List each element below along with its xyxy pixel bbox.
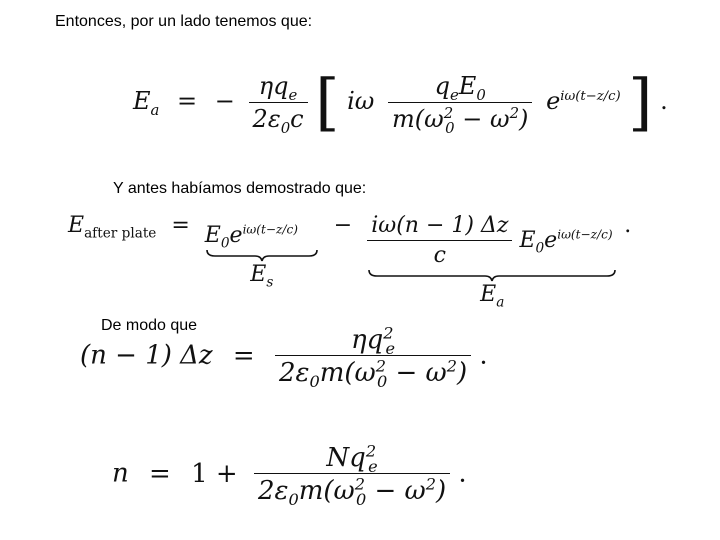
ea-minus: − — [214, 87, 235, 115]
n-fraction: $\frac{Nq^2_e}{2\varepsilon_0m(\omega^2_0 - \omega^2)}$ — [254, 443, 450, 506]
ea-lhs: $E_a$ — [133, 87, 160, 119]
e-after-plate-lhs: $E_{after plate}$ — [68, 213, 157, 242]
e-after-plate-minus: − — [333, 213, 353, 238]
n-one-plus: 1 + — [191, 458, 238, 489]
n-minus-one-lhs: (n − 1) Δz — [80, 340, 213, 371]
underbrace-ea — [367, 268, 617, 282]
e-after-plate-equals: = — [171, 213, 190, 238]
ea-fraction-2: $\frac{q_eE_0}{m(\omega^2_0 - \omega^2)}$ — [388, 72, 532, 133]
ea-label: $E_a$ — [480, 282, 505, 311]
e-after-plate-period: . — [624, 213, 632, 238]
before-text: Y antes habíamos demostrado que: — [113, 180, 367, 197]
equation-n — [112, 441, 467, 510]
ea-left-bracket: [ — [315, 65, 340, 139]
equation-e-after-plate — [68, 213, 632, 311]
es-label: $E_s$ — [250, 262, 274, 291]
ea-right-bracket: ] — [628, 65, 653, 139]
n-minus-one-fraction: $\frac{\eta q^2_e}{2\varepsilon_0m(\omega^2_0 - \omega^2)}$ — [275, 325, 471, 388]
n-minus-one-period: . — [479, 340, 488, 371]
n-equals: = — [149, 458, 171, 489]
intro-text: Entonces, por un lado tenemos que: — [55, 13, 313, 30]
ea-exponential: $e^{i\omega(t-z/c)}$ — [546, 87, 621, 115]
ea-fraction-1: $\frac{\eta q_e}{2\varepsilon_0c}$ — [249, 72, 308, 133]
ea-period: . — [660, 87, 668, 115]
brace-group-ea: $\frac{i\omega(n - 1) \Delta z}{c}$ $E_0e^{i\omega(t-z/c)}$ $E_a$ — [367, 213, 617, 282]
equation-ea — [133, 65, 668, 139]
so-text: De modo que — [101, 317, 198, 334]
equation-n-minus-one — [80, 323, 488, 392]
brace-group-es: $E_0e^{i\omega(t-z/c)}$ $E_s$ — [205, 213, 319, 262]
n-minus-one-equals: = — [232, 340, 255, 371]
n-period: . — [458, 458, 467, 489]
n-lhs: n — [112, 458, 129, 489]
e-after-plate-fraction: $\frac{i\omega(n - 1) \Delta z}{c}$ — [367, 213, 512, 268]
ea-iomega: iω — [347, 87, 375, 115]
ea-equals: = — [177, 87, 198, 115]
